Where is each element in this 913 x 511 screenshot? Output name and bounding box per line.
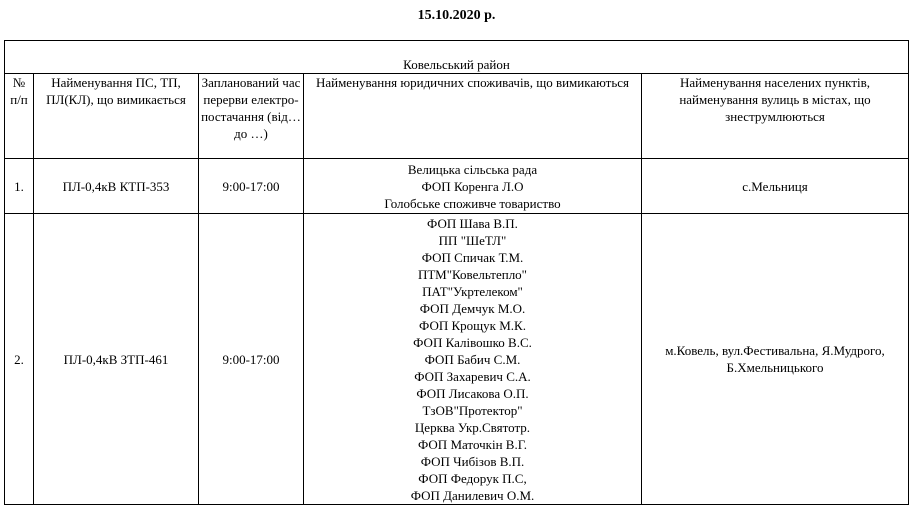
row-time: 9:00-17:00: [199, 159, 304, 214]
consumer-item: ФОП Калівошко В.С.: [413, 334, 532, 350]
header-time: Запланований час перерви електро-постачання (від… до …): [199, 74, 304, 159]
row-consumers: [304, 159, 642, 214]
header-settlements: Найменування населених пунктів, найменування вулиць в містах, що знеструмлюються: [642, 74, 909, 159]
table-row: [5, 159, 909, 214]
consumer-item: ФОП Лисакова О.П.: [416, 385, 529, 401]
consumer-item: Велицька сільська рада: [407, 161, 538, 177]
consumer-item: ПТМ"Ковельтепло": [417, 266, 527, 282]
consumer-item: Церква Укр.Святотр.: [414, 419, 531, 435]
consumer-item: ФОП Демчук М.О.: [419, 300, 526, 316]
header-row: [5, 74, 909, 159]
header-consumers: Найменування юридичних споживачів, що вимикаються: [304, 74, 642, 159]
consumer-item: ПП "ШеТЛ": [438, 232, 507, 248]
table-row: [5, 214, 909, 505]
consumer-item: ФОП Коренга Л.О: [421, 178, 524, 194]
consumer-item: Голобське споживче товариство: [384, 195, 561, 211]
consumer-item: ФОП Данилевич О.М.: [410, 487, 535, 503]
header-substation: Найменування ПС, ТП, ПЛ(КЛ), що вимикається: [34, 74, 199, 159]
header-num: № п/п: [5, 74, 34, 159]
row-settlements: с.Мельниця: [642, 159, 909, 214]
consumer-item: ФОП Маточкін В.Г.: [417, 436, 527, 452]
consumer-item: ФОП Федорук П.С,: [418, 470, 527, 486]
consumer-item: ФОП Бабич С.М.: [424, 351, 521, 367]
consumer-item: ФОП Захаревич С.А.: [414, 368, 531, 384]
row-num: 2.: [5, 214, 34, 505]
row-settlements: м.Ковель, вул.Фестивальна, Я.Мудрого, Б.Хмельницького: [642, 214, 909, 505]
district-name: Ковельський район: [5, 41, 909, 74]
outage-schedule-table: [4, 40, 909, 505]
row-time: 9:00-17:00: [199, 214, 304, 505]
row-consumers: [304, 214, 642, 505]
document-date: 15.10.2020 р.: [417, 8, 496, 23]
row-num: 1.: [5, 159, 34, 214]
consumer-item: ФОП Шава В.П.: [427, 215, 518, 231]
consumer-item: ФОП Крощук М.К.: [419, 317, 526, 333]
consumer-item: ПАТ"Укртелеком": [422, 283, 523, 299]
consumer-item: ТзОВ"Протектор": [422, 402, 523, 418]
consumer-item: ФОП Чибізов В.П.: [420, 453, 525, 469]
consumer-item: ФОП Спичак Т.М.: [421, 249, 524, 265]
row-substation: ПЛ-0,4кВ КТП-353: [34, 159, 199, 214]
row-substation: ПЛ-0,4кВ ЗТП-461: [34, 214, 199, 505]
district-row: [5, 41, 909, 74]
